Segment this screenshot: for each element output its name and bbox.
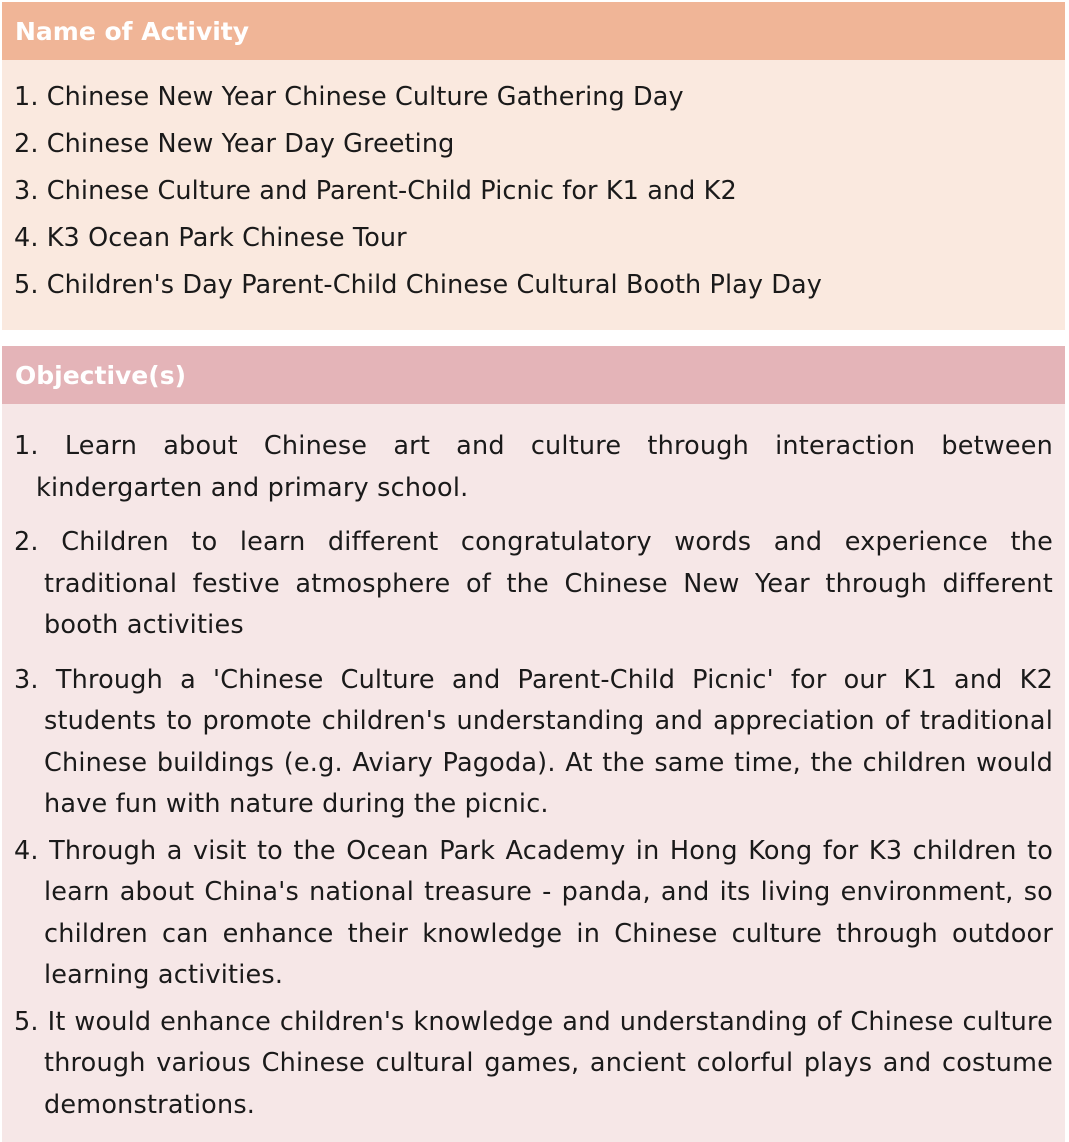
objective-item: 2. Children to learn different congratulatory words and experience the traditional festive atmosphere of the Chinese New Year through different booth activities [14,527,1053,640]
activity-item: 2. Chinese New Year Day Greeting [14,129,455,159]
objective-item: 5. It would enhance children's knowledge and understanding of Chinese culture through various Chinese cultural games, ancient colorful plays and costume demonstrations. [14,1006,1053,1120]
objective-item: 4. Through a visit to the Ocean Park Academy in Hong Kong for K3 children to learn about China's national treasure - panda, and its living environment, so children can enhance their knowledge in Chinese culture through outdoor learning activities. [14,835,1053,990]
objective-header: Objective(s) [2,346,1065,404]
activity-section [2,2,1065,330]
activity-header: Name of Activity [2,2,1065,60]
activity-item: 5. Children's Day Parent-Child Chinese Cultural Booth Play Day [14,270,822,300]
objective-list [2,404,1065,1142]
activity-item: 3. Chinese Culture and Parent-Child Picnic for K1 and K2 [14,176,737,206]
activity-list [2,60,1065,330]
activity-item: 4. K3 Ocean Park Chinese Tour [14,223,407,253]
activity-item: 1. Chinese New Year Chinese Culture Gathering Day [14,82,684,112]
objective-item: 1. Learn about Chinese art and culture through interaction between kindergarten and primary school. [14,431,1053,503]
objective-item: 3. Through a 'Chinese Culture and Parent-Child Picnic' for our K1 and K2 students to promote children's understanding and appreciation of traditional Chinese buildings (e.g. Aviary Pagoda). At the same time, the children would have fun with nature during the picnic. [14,664,1053,819]
objective-section [2,346,1065,1142]
